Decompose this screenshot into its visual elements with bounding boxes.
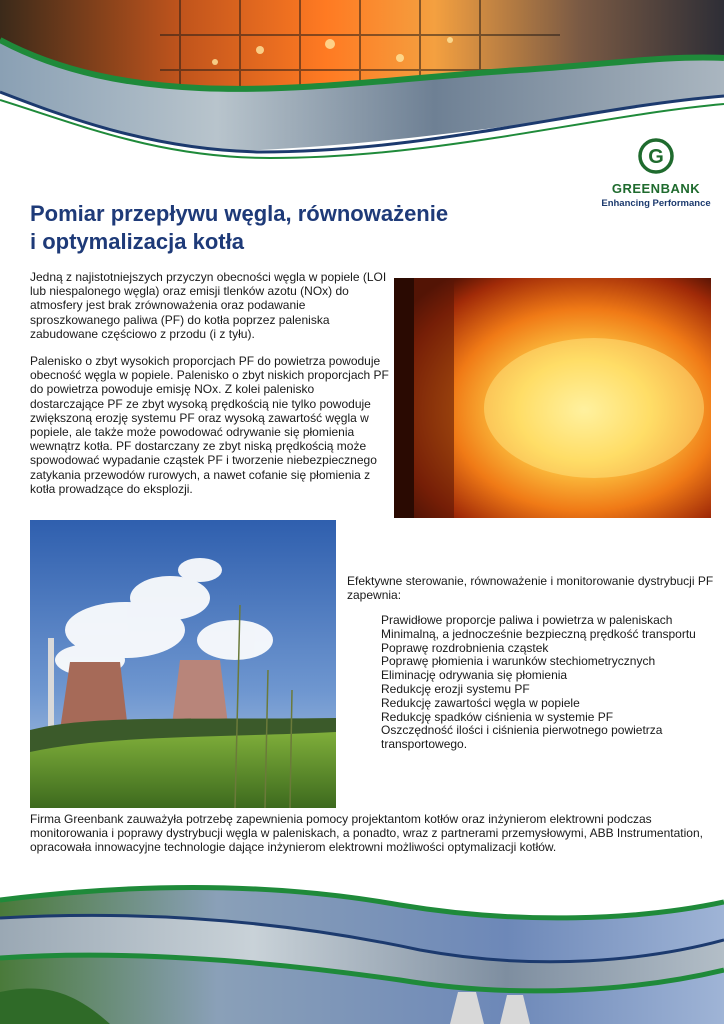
list-item: Prawidłowe proporcje paliwa i powietrza w paleniskach xyxy=(381,613,673,627)
greenbank-logo xyxy=(600,138,712,209)
intro-paragraph-2: Palenisko o zbyt wysokich proporcjach PF do powietrza powoduje obecność węgla w popiele. Palenisko o zbyt niskich proporcjach PF do powietrza powoduje emisję NOx. Z kolei palenisko dostarczające PF ze zbyt wysoką prędkością nie tylko powoduje zwiększoną erozję systemu PF oraz wysoką zawartość węgla w popiele, ale także może powodować odrywanie się płomienia wewnątrz kotła. PF dostarczany ze zbyt niską prędkością może spowodować wypadanie cząstek PF i tworzenie niebezpiecznego zatykania przewodów rurowych, a nawet cofanie się płomienia z kotła prowadzące do eksplozji. xyxy=(30,354,389,496)
top-banner xyxy=(0,0,724,160)
svg-text:G: G xyxy=(648,146,664,168)
page-title-line-2: i optymalizacja kotła xyxy=(30,229,244,254)
top-banner-graphic xyxy=(0,0,724,160)
list-item: Eliminację odrywania się płomienia xyxy=(381,668,568,683)
list-item: Redukcję zawartości węgla w popiele xyxy=(381,695,580,710)
list-item: Poprawę rozdrobnienia cząstek xyxy=(381,640,549,655)
list-item: Redukcję erozji systemu PF xyxy=(381,681,530,696)
closing-paragraph: Firma Greenbank zauważyła potrzebę zapewnienia pomocy projektantom kotłów oraz inżynierom elektrowni podczas monitorowania i poprawy dystrybucji węgla w paleniskach, a ponadto, wraz z partnerami przemysłowymi, ABB Instrumentation, opracowała innowacyjne technologie dające inżynierom elektrowni możliwości optymalizacji kotłów. xyxy=(30,812,703,855)
list-item: Minimalną, a jednocześnie bezpieczną prędkość transportu xyxy=(381,626,696,641)
list-item: Poprawę płomienia i warunków stechiometrycznych xyxy=(381,654,656,669)
benefits-intro: Efektywne sterowanie, równoważenie i monitorowanie dystrybucji PF zapewnia: xyxy=(347,574,714,603)
bottom-banner-graphic xyxy=(0,880,724,1024)
list-item: Oszczędność ilości i ciśnienia pierwotnego powietrza transportowego. xyxy=(381,723,663,752)
benefits-list xyxy=(381,614,717,752)
page-title-line-1: Pomiar przepływu węgla, równoważenie xyxy=(30,201,449,226)
brand-name: GREENBANK xyxy=(611,181,701,196)
brand-tagline: Enhancing Performance xyxy=(601,198,711,209)
burner-flame-photo xyxy=(394,278,711,518)
power-station-photo xyxy=(30,520,336,808)
intro-paragraph-1: Jedną z najistotniejszych przyczyn obecności węgla w popiele (LOI lub niespalonego węgla) oraz emisji tlenków azotu (NOx) do atmosfery jest brak zrównoważenia oraz podawanie sproszkowanego paliwa (PF) do kotła poprzez paleniska zabudowane częściowo z przodu (i z tyłu). xyxy=(30,270,387,341)
bottom-banner xyxy=(0,880,724,1024)
greenbank-g-emblem-icon xyxy=(633,138,679,174)
page-title xyxy=(30,200,510,256)
list-item: Redukcję spadków ciśnienia w systemie PF xyxy=(381,709,614,724)
